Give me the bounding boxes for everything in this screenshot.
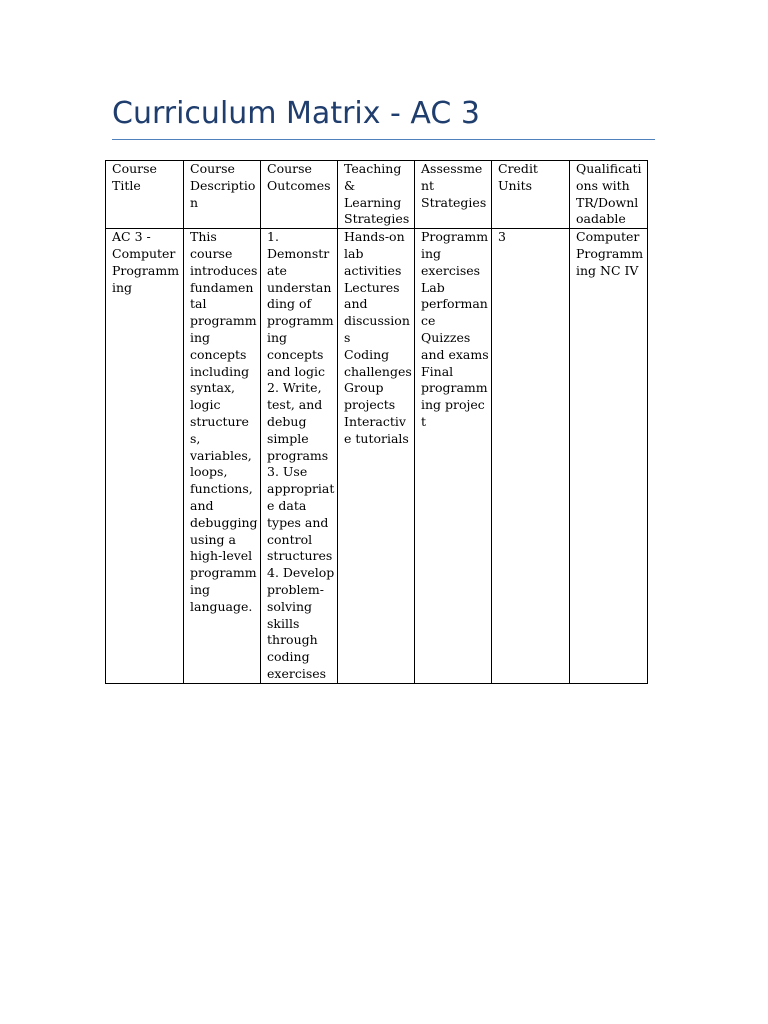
table-header-row (106, 161, 648, 229)
cell-course-title: AC 3 - Computer Programm ing (106, 229, 184, 684)
header-teaching-learning-strategies: Teaching & Learning Strategies (338, 161, 415, 229)
header-assessment-strategies: Assessme nt Strategies (415, 161, 492, 229)
table-row (106, 229, 648, 684)
cell-course-outcomes: 1. Demonstr ate understan ding of programm ing concepts and logic 2. Write, test, and debug simple programs 3. Use appropriat e data types and control structures 4. Develop problem- solving skills through coding exercises (261, 229, 338, 684)
header-course-outcomes: Course Outcomes (261, 161, 338, 229)
cell-course-description: This course introduces fundamen tal programm ing concepts including syntax, logic structures, variables, loops, functions, and debugging using a high-level programm ing language. (184, 229, 261, 684)
page-title: Curriculum Matrix - AC 3 (112, 96, 480, 131)
header-credit-units: Credit Units (492, 161, 570, 229)
cell-qualifications: Computer Programm ing NC IV (570, 229, 648, 684)
header-qualifications: Qualificati ons with TR/Downl oadable (570, 161, 648, 229)
title-divider (112, 139, 655, 140)
cell-assessment-strategies: Programm ing exercises Lab performan ce Quizzes and exams Final programm ing project (415, 229, 492, 684)
cell-credit-units: 3 (492, 229, 570, 684)
curriculum-matrix-table (105, 160, 648, 684)
header-course-title: Course Title (106, 161, 184, 229)
cell-teaching-learning-strategies: Hands-on lab activities Lectures and discussion s Coding challenges Group projects Interactiv e tutorials (338, 229, 415, 684)
header-course-description: Course Descriptio n (184, 161, 261, 229)
